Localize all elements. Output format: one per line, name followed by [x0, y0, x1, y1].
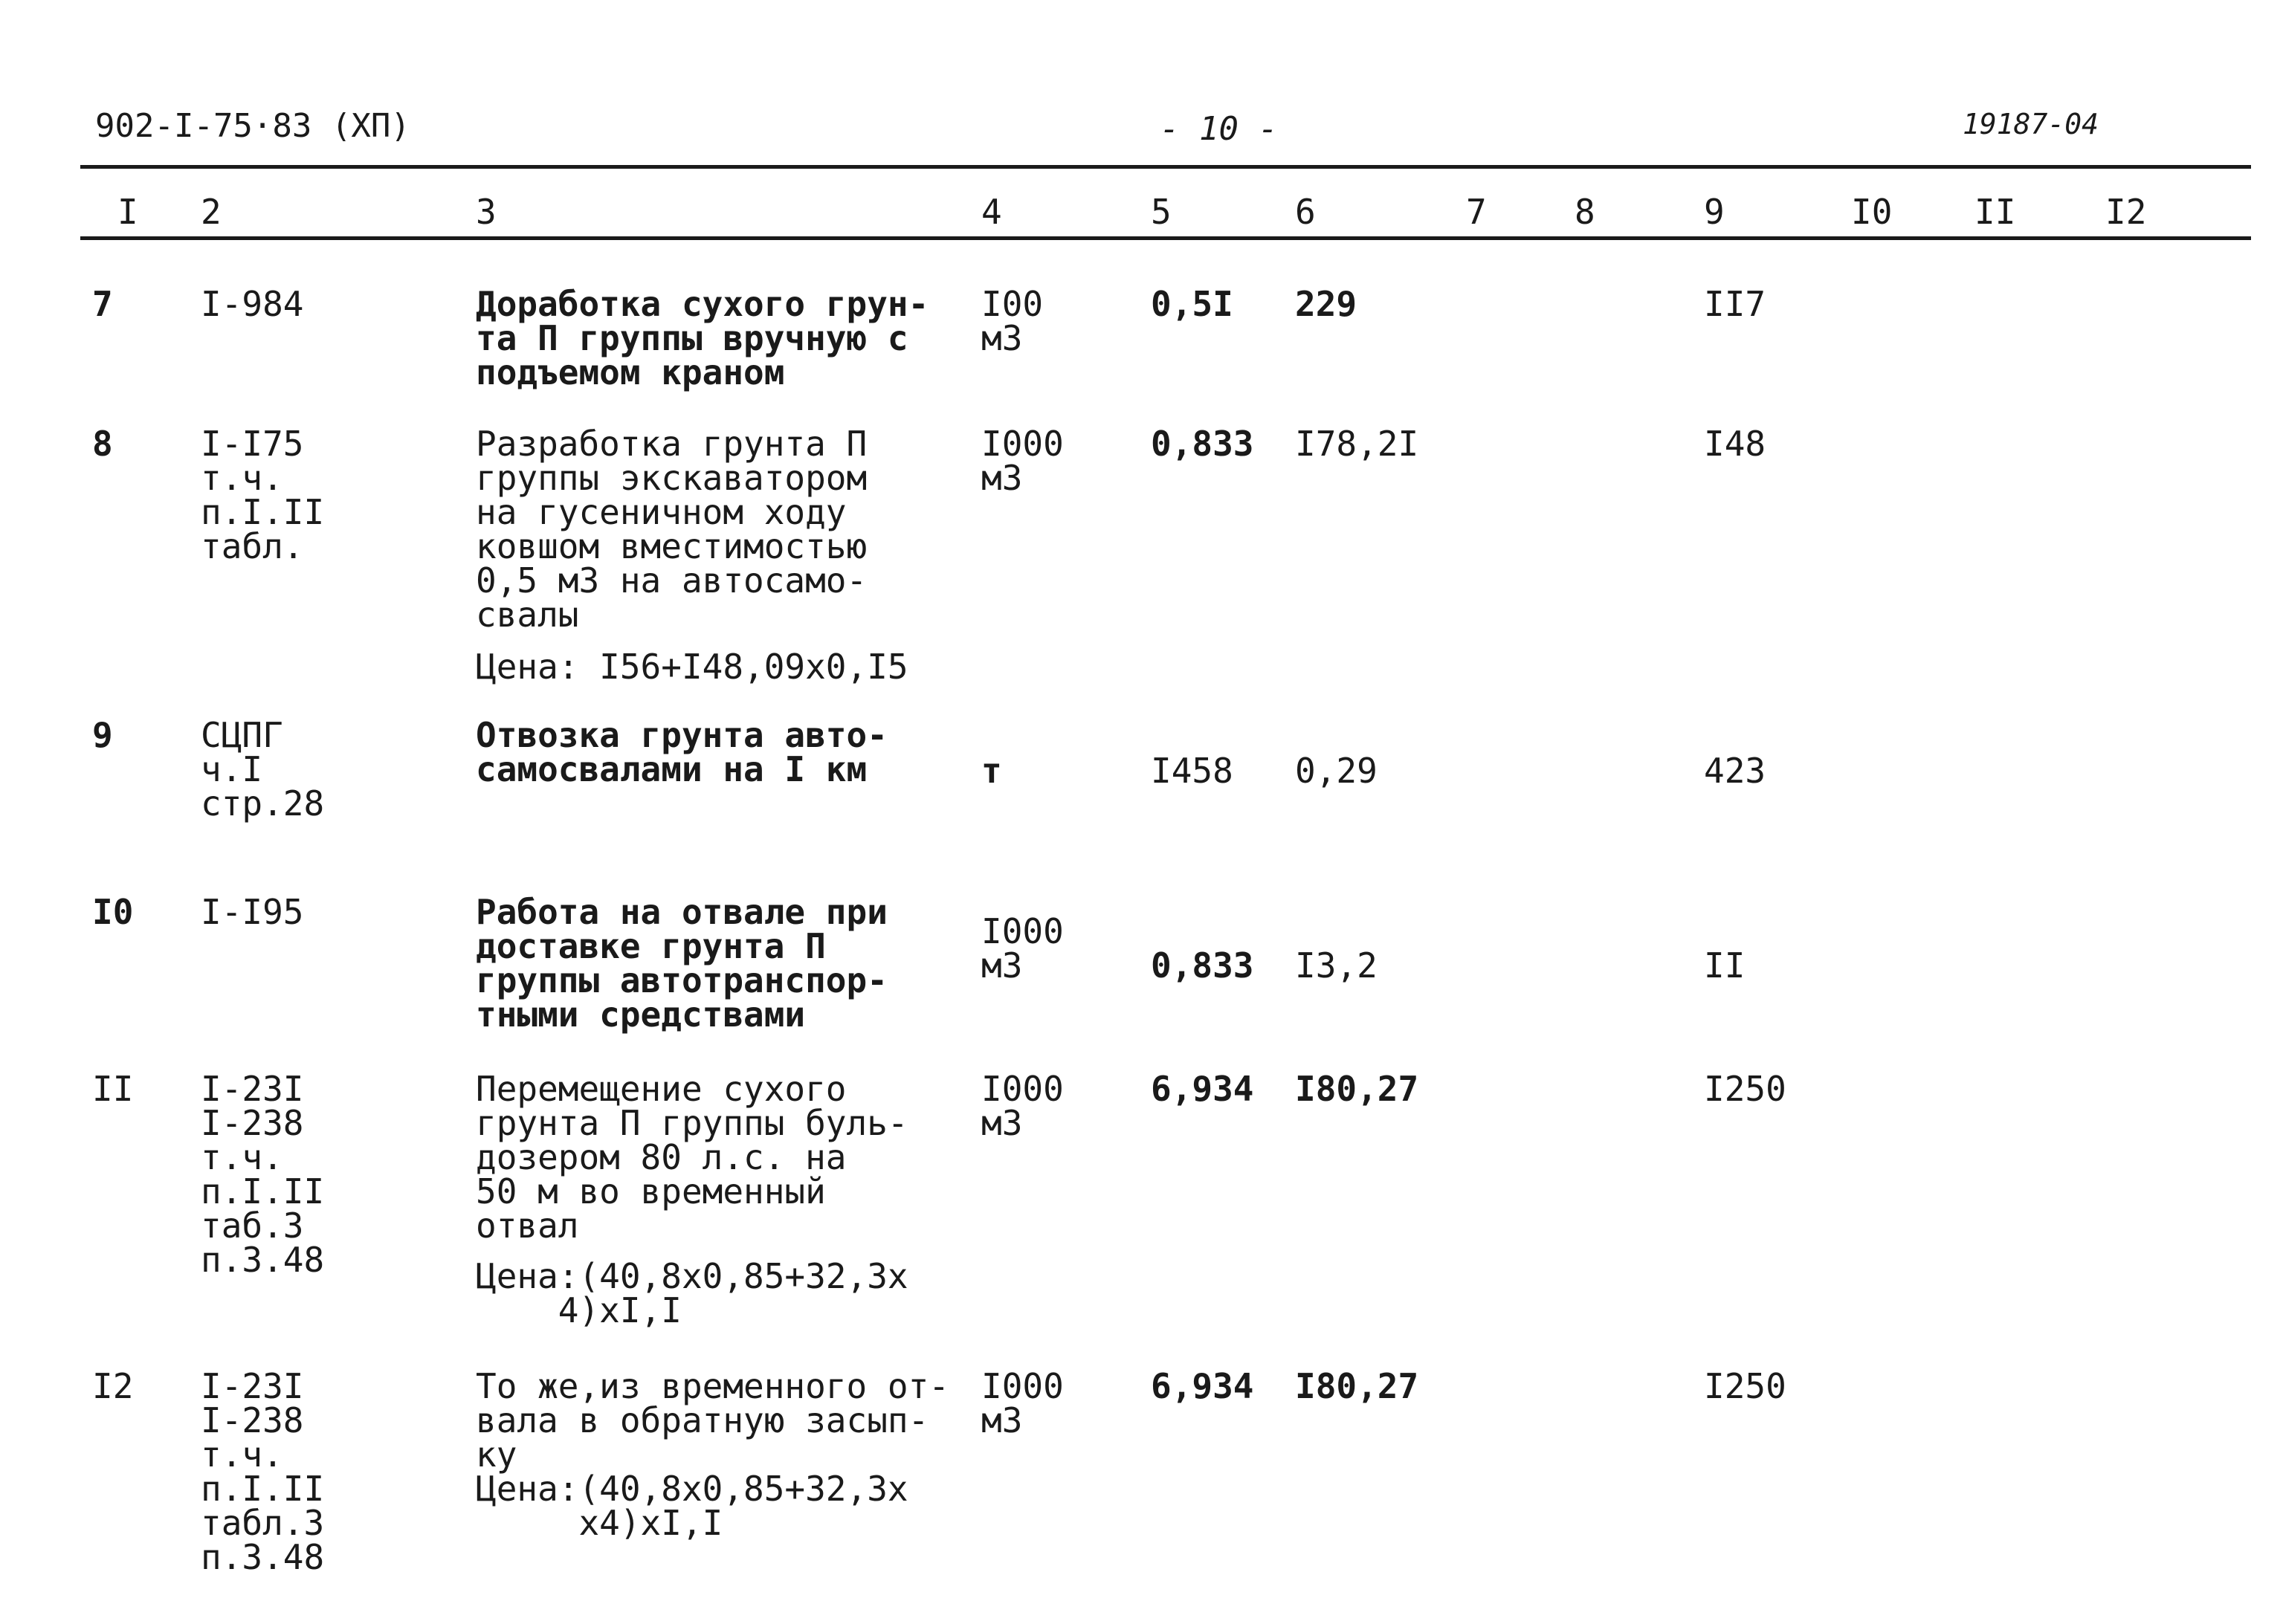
row-desc: Доработка сухого грун- та П группы вручную с подъемом краном — [476, 284, 929, 392]
row-code: I-23I I-238 т.ч. п.I.II табл.3 п.3.48 — [201, 1366, 325, 1577]
row-price: I3,2 — [1295, 945, 1378, 986]
row-desc: Отвозка грунта авто- самосвалами на I км — [476, 715, 888, 789]
row-number: 7 — [92, 284, 113, 324]
header-bottom-rule — [80, 236, 2251, 240]
column-header-10: I0 — [1851, 192, 1893, 232]
column-header-9: 9 — [1704, 192, 1725, 232]
row-qty: 6,934 — [1151, 1366, 1254, 1406]
row-desc: Разработка грунта П группы экскаватором на гусеничном ходу ковшом вместимостью 0,5 м3 на автосамо- свалы — [476, 424, 868, 635]
column-header-4: 4 — [981, 192, 1002, 232]
row-qty: 0,833 — [1151, 945, 1254, 986]
row-qty: I458 — [1151, 751, 1233, 791]
row-desc: Работа на отвале при доставке грунта П группы автотранспор- тными средствами — [476, 892, 888, 1035]
row-number: I0 — [92, 892, 134, 932]
row-qty: 0,5I — [1151, 284, 1233, 324]
column-header-12: I2 — [2105, 192, 2147, 232]
column-header-1: I — [117, 192, 138, 232]
header-top-rule — [80, 165, 2251, 169]
row-number: 8 — [92, 424, 113, 464]
row-unit: I00 м3 — [981, 284, 1044, 358]
column-header-5: 5 — [1151, 192, 1172, 232]
row-number: 9 — [92, 715, 113, 755]
row-price: I78,2I — [1295, 424, 1419, 464]
document-code: 902-I-75·83 (XП) — [95, 107, 410, 145]
row-unit: I000 м3 — [981, 1366, 1064, 1440]
page-number: - 10 - — [1160, 110, 1278, 148]
row-code: I-984 — [201, 284, 304, 324]
column-header-2: 2 — [201, 192, 222, 232]
row-price: 0,29 — [1295, 751, 1378, 791]
row-total: I48 — [1704, 424, 1766, 464]
column-header-8: 8 — [1575, 192, 1595, 232]
row-qty: 6,934 — [1151, 1069, 1254, 1109]
row-total: II7 — [1704, 284, 1766, 324]
row-price-note: Цена: I56+I48,09x0,I5 — [476, 647, 908, 687]
row-number: I2 — [92, 1366, 134, 1406]
row-unit: I000 м3 — [981, 1069, 1064, 1143]
row-price: 229 — [1295, 284, 1357, 324]
row-desc: Перемещение сухого грунта П группы буль- дозером 80 л.с. на 50 м во временный отвал — [476, 1069, 908, 1246]
row-total: II — [1704, 945, 1746, 986]
row-total: 423 — [1704, 751, 1766, 791]
row-code: СЦПГ ч.I стр.28 — [201, 715, 325, 824]
row-total: I250 — [1704, 1069, 1786, 1109]
column-header-7: 7 — [1466, 192, 1487, 232]
column-header-11: II — [1974, 192, 2016, 232]
row-price: I80,27 — [1295, 1069, 1419, 1109]
row-code: I-23I I-238 т.ч. п.I.II таб.3 п.3.48 — [201, 1069, 325, 1280]
column-header-6: 6 — [1295, 192, 1316, 232]
row-price: I80,27 — [1295, 1366, 1419, 1406]
row-unit: т — [981, 751, 1002, 791]
row-number: II — [92, 1069, 134, 1109]
row-unit: I000 м3 — [981, 911, 1064, 986]
row-code: I-I95 — [201, 892, 304, 932]
row-code: I-I75 т.ч. п.I.II табл. — [201, 424, 325, 566]
row-total: I250 — [1704, 1366, 1786, 1406]
row-price-note: Цена:(40,8x0,85+32,3x 4)xI,I — [476, 1256, 908, 1330]
row-unit: I000 м3 — [981, 424, 1064, 498]
row-qty: 0,833 — [1151, 424, 1254, 464]
row-desc: То же,из временного от- вала в обратную засып- ку Цена:(40,8x0,85+32,3x x4)xI,I — [476, 1366, 949, 1543]
column-header-3: 3 — [476, 192, 497, 232]
document-number: 19187-04 — [1963, 108, 2099, 140]
